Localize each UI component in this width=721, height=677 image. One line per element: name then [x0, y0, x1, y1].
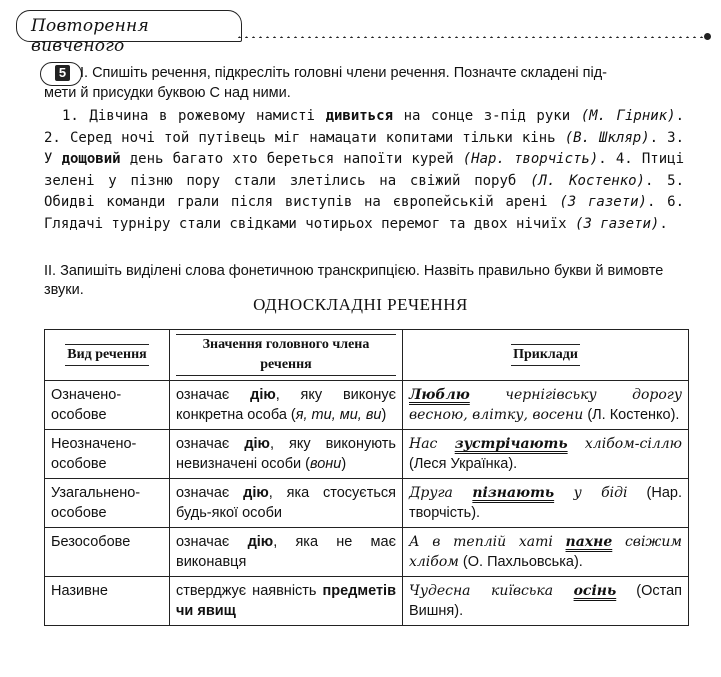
meaning-text-end: ) — [341, 456, 347, 472]
row-example — [403, 528, 689, 577]
meaning-key: предметів чи явищ — [176, 583, 396, 619]
s5-source: (З газети) — [559, 194, 647, 210]
header-examples-label: Приклади — [511, 344, 580, 366]
s1-source: (М. Гірник) — [580, 108, 676, 124]
row-meaning — [170, 479, 403, 528]
meaning-text: стверджує наявність — [176, 583, 323, 599]
s4-source: (Л. Костенко) — [530, 172, 645, 189]
table-header-row — [45, 330, 689, 381]
example-key-word: пахне — [565, 534, 613, 550]
example-text-cont: чернігівську дорогу весною, влітку, восени — [409, 387, 682, 423]
example-source: (О. Пахльовська). — [458, 554, 583, 570]
row-example — [403, 430, 689, 479]
row-type: Безособове — [45, 528, 170, 577]
row-type: Неозначено-особове — [45, 430, 170, 479]
example-key-word: Люблю — [409, 387, 470, 403]
row-meaning — [170, 577, 403, 626]
s3-source: (Нар. творчість) — [462, 151, 599, 167]
table-title: ОДНОСКЛАДНІ РЕЧЕННЯ — [253, 295, 468, 314]
header-meaning — [170, 330, 403, 381]
s3-text: . 3. У — [44, 129, 685, 167]
example-text: Друга — [409, 485, 473, 501]
sentences-end: . — [659, 215, 668, 232]
exercise-sentences — [44, 106, 684, 235]
meaning-pronouns: я, ти, ми, ви — [295, 407, 382, 423]
example-text: Нас — [409, 436, 455, 452]
sentence-types-table — [44, 329, 689, 626]
meaning-text: означає — [176, 387, 251, 403]
s1-text: 1. Дівчина в рожевому намисті — [62, 108, 326, 124]
section-title-tab — [16, 10, 242, 56]
example-text-cont: у біді — [554, 485, 628, 501]
example-text-cont: хлібом-сіллю — [567, 436, 682, 452]
meaning-key: дію — [243, 485, 269, 501]
s6-source: (З газети) — [575, 215, 660, 232]
header-type — [45, 330, 170, 381]
row-example — [403, 577, 689, 626]
meaning-key: дію — [244, 436, 270, 452]
s4-text: . 4. Птиці зелені у пізню пору стали злетілись на свіжий поруб — [44, 151, 685, 189]
meaning-text-end: ) — [381, 407, 387, 423]
dotted-divider-end — [704, 33, 711, 40]
example-source: (Остап Вишня). — [409, 583, 682, 619]
meaning-text-cont: , яка стосується будь-якої особи — [176, 485, 396, 521]
meaning-text-cont: , яку виконує конкретна особа ( — [176, 387, 396, 423]
exercise-number: 5 — [55, 65, 70, 81]
exercise-number-badge — [40, 62, 82, 86]
header-examples — [403, 330, 689, 381]
table-row — [45, 528, 689, 577]
s1-highlight: дивиться — [325, 108, 393, 124]
example-key-word: зустрічають — [454, 436, 568, 452]
table-row — [45, 430, 689, 479]
table-row — [45, 479, 689, 528]
row-meaning — [170, 430, 403, 479]
row-meaning — [170, 528, 403, 577]
example-source: (Л. Костенко). — [583, 407, 680, 423]
meaning-pronouns: вони — [309, 456, 342, 472]
meaning-text-cont: , яку виконують невизначені особи ( — [176, 436, 396, 472]
example-text: А в теплій хаті — [409, 534, 566, 550]
table-row — [45, 577, 689, 626]
meaning-text: означає — [176, 534, 248, 550]
s6-text: . 6. Глядачі турніру стали свідками чотирьох перемог та двох нічиїх — [44, 194, 684, 232]
s2-source: (В. Шкляр) — [564, 129, 650, 146]
example-source: (Нар. творчість). — [409, 485, 682, 521]
task1-instruction-cont: мети й присудки буквою С над ними. — [44, 85, 291, 101]
task1-instruction: І. Спишіть речення, підкресліть головні члени речення. Позначте складені під- — [80, 65, 607, 81]
row-example — [403, 479, 689, 528]
row-type: Називне — [45, 577, 170, 626]
section-title: Повторення вивченого — [31, 16, 149, 56]
example-key-word: пізнають — [472, 485, 555, 501]
s3-highlight: дощовий — [61, 151, 121, 167]
s1-text-cont: на сонце з-під руки — [393, 108, 581, 124]
meaning-text: означає — [176, 436, 245, 452]
meaning-key: дію — [250, 387, 276, 403]
header-meaning-label: Значення головного члена речення — [176, 334, 396, 376]
meaning-text: означає — [176, 485, 244, 501]
row-type: Означено-особове — [45, 381, 170, 430]
task2-instruction: ІІ. Запишіть виділені слова фонетичною транскрипцією. Назвіть правильно букви й вимовте звуки. — [44, 263, 664, 298]
s3-text-cont: день багато хто береться напоїти курей — [120, 151, 463, 167]
example-text-cont: свіжим хлібом — [409, 534, 682, 570]
dotted-divider — [236, 36, 706, 38]
meaning-key: дію — [247, 534, 274, 550]
header-type-label: Вид речення — [65, 344, 148, 366]
s2-text: . 2. Серед ночі той путівець міг намацати копитами тільки кінь — [44, 108, 684, 146]
s5-text: . 5. Обидві команди грали після виступів на європейській арені — [44, 172, 685, 210]
row-example — [403, 381, 689, 430]
meaning-text-cont: , яка не має виконавця — [176, 534, 396, 570]
row-type: Узагальнено-особове — [45, 479, 170, 528]
example-source: (Леся Українка). — [409, 456, 518, 472]
example-text: Чудесна київська — [409, 583, 574, 599]
row-meaning — [170, 381, 403, 430]
table-row — [45, 381, 689, 430]
example-key-word: осінь — [573, 583, 617, 599]
